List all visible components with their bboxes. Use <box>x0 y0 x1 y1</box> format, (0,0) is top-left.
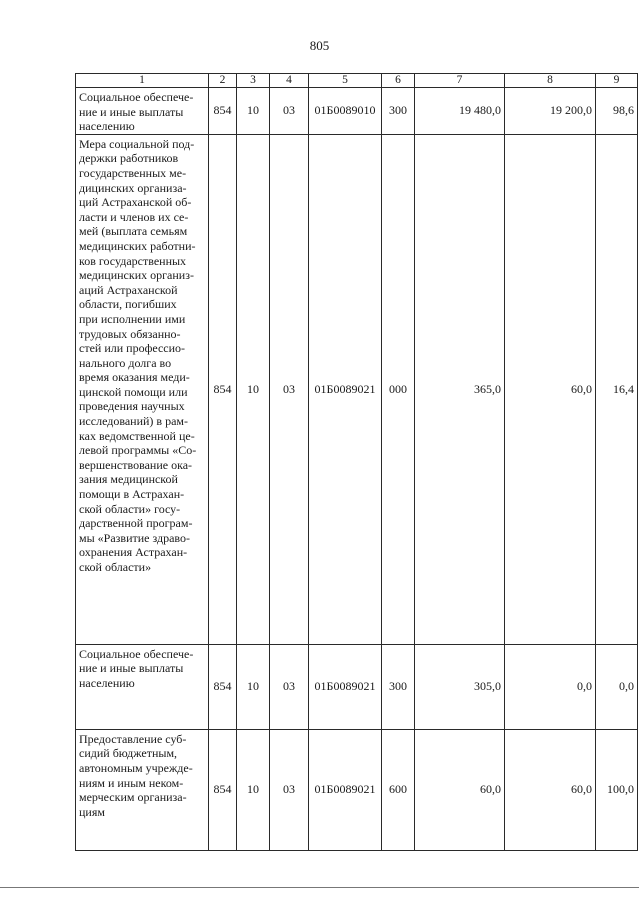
planned-amount: 305,0 <box>415 644 505 729</box>
table-row <box>76 729 638 850</box>
column-header-5: 5 <box>309 74 382 88</box>
expense-type-code: 000 <box>382 134 415 644</box>
target-article-code: 01Б0089021 <box>309 134 382 644</box>
executed-amount: 60,0 <box>505 134 596 644</box>
target-article-code: 01Б0089021 <box>309 644 382 729</box>
subsection-code: 03 <box>270 134 309 644</box>
department-code: 854 <box>209 88 237 135</box>
section-code: 10 <box>237 644 270 729</box>
execution-percent: 98,6 <box>596 88 638 135</box>
column-header-3: 3 <box>237 74 270 88</box>
column-header-2: 2 <box>209 74 237 88</box>
subsection-code: 03 <box>270 88 309 135</box>
target-article-code: 01Б0089021 <box>309 729 382 850</box>
department-code: 854 <box>209 134 237 644</box>
subsection-code: 03 <box>270 729 309 850</box>
column-header-9: 9 <box>596 74 638 88</box>
budget-table <box>75 73 638 851</box>
table-row <box>76 88 638 135</box>
executed-amount: 19 200,0 <box>505 88 596 135</box>
column-header-4: 4 <box>270 74 309 88</box>
expense-type-code: 300 <box>382 644 415 729</box>
column-header-8: 8 <box>505 74 596 88</box>
department-code: 854 <box>209 644 237 729</box>
subsection-code: 03 <box>270 644 309 729</box>
row-description: Предоставление суб- сидий бюджетным, автономным учрежде- ниям и иным неком- мерческим организа- циям <box>76 729 209 850</box>
execution-percent: 0,0 <box>596 644 638 729</box>
execution-percent: 16,4 <box>596 134 638 644</box>
planned-amount: 365,0 <box>415 134 505 644</box>
table-row <box>76 644 638 729</box>
execution-percent: 100,0 <box>596 729 638 850</box>
executed-amount: 0,0 <box>505 644 596 729</box>
bottom-rule <box>0 887 639 888</box>
table-row <box>76 134 638 644</box>
planned-amount: 19 480,0 <box>415 88 505 135</box>
column-number-header-row <box>76 74 638 88</box>
expense-type-code: 600 <box>382 729 415 850</box>
column-header-7: 7 <box>415 74 505 88</box>
department-code: 854 <box>209 729 237 850</box>
expense-type-code: 300 <box>382 88 415 135</box>
row-description: Социальное обеспече- ние и иные выплаты населению <box>76 644 209 729</box>
row-description: Мера социальной под- держки работников государственных ме- дицинских организа- ций Астраханской об- ласти и членов их се- мей (выплата семьям медицинских работни- ков государственных медицинских организ- аций Астраханской области, погибших при исполнении ими трудовых обязанно- стей или профессио- нального долга во время оказания меди- цинской помощи или проведения научных исследований) в рам- ках ведомственной це- левой программы «Со- вершенствование ока- зания медицинской помощи в Астрахан- ской области» госу- дарственной програм- мы «Развитие здраво- охранения Астрахан- ской области» <box>76 134 209 644</box>
executed-amount: 60,0 <box>505 729 596 850</box>
row-description: Социальное обеспече- ние и иные выплаты населению <box>76 88 209 135</box>
section-code: 10 <box>237 729 270 850</box>
column-header-6: 6 <box>382 74 415 88</box>
target-article-code: 01Б0089010 <box>309 88 382 135</box>
page-number: 805 <box>309 38 330 53</box>
column-header-1: 1 <box>76 74 209 88</box>
planned-amount: 60,0 <box>415 729 505 850</box>
section-code: 10 <box>237 88 270 135</box>
section-code: 10 <box>237 134 270 644</box>
